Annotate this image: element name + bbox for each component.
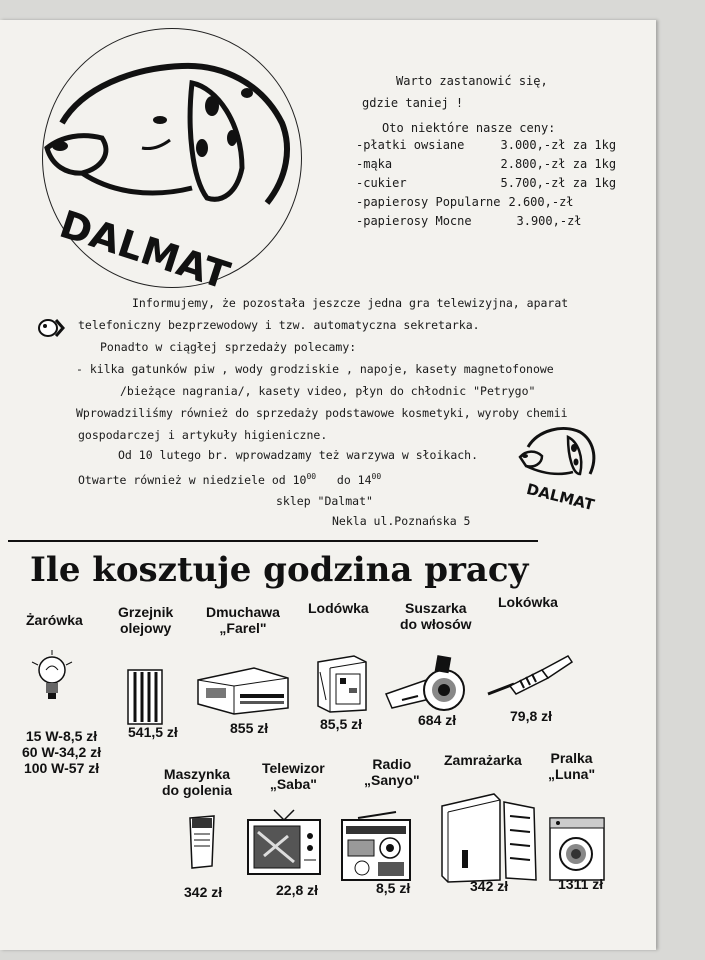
price-telewizor: 22,8 zł bbox=[276, 882, 319, 898]
headline-1: Warto zastanowić się, bbox=[396, 74, 548, 88]
opening-hours: Otwarte również w niedziele od $10^{00}$ do $14^{00}$ bbox=[78, 472, 382, 487]
section-divider bbox=[8, 540, 538, 542]
price-zarowka: 15 W-8,5 zł 60 W-34,2 zł 100 W-57 zł bbox=[22, 728, 102, 776]
label-pralka: Pralka „Luna" bbox=[548, 750, 596, 782]
curling-iron-icon bbox=[484, 650, 576, 700]
label-suszarka: Suszarka do włosów bbox=[400, 600, 472, 632]
price-maszynka: 342 zł bbox=[184, 884, 223, 900]
body-line-1: Informujemy, że pozostała jeszcze jedna gra telewizyjna, aparat bbox=[132, 296, 569, 310]
television-icon bbox=[244, 806, 326, 882]
shop-name: sklep "Dalmat" bbox=[276, 494, 373, 508]
light-bulb-icon bbox=[28, 648, 78, 708]
label-maszynka: Maszynka do golenia bbox=[162, 766, 232, 798]
shop-address: Nekla ul.Poznańska 5 bbox=[332, 514, 471, 528]
price-lokowka: 79,8 zł bbox=[510, 708, 553, 724]
price-list bbox=[356, 138, 616, 233]
list-item: -płatki owsiane 3.000,-zł za 1kg bbox=[356, 138, 617, 152]
small-dalmat-logo bbox=[518, 412, 608, 522]
label-lodowka: Lodówka bbox=[308, 600, 369, 616]
list-item: -cukier 5.700,-zł za 1kg bbox=[356, 176, 617, 190]
price-grzejnik: 541,5 zł bbox=[128, 724, 178, 740]
body-line-2: telefoniczny bezprzewodowy i tzw. automatyczna sekretarka. bbox=[78, 318, 480, 332]
price-pralka: 1311 zł bbox=[558, 876, 604, 892]
price-zamrazarka: 342 zł bbox=[470, 878, 509, 894]
electric-shaver-icon bbox=[184, 812, 220, 872]
body-line-6: Wprowadziliśmy również do sprzedaży podstawowe kosmetyki, wyroby chemii bbox=[76, 406, 568, 420]
body-line-8: Od 10 lutego br. wprowadzamy też warzywa w słoikach. bbox=[118, 448, 479, 462]
label-zarowka: Żarówka bbox=[26, 612, 83, 628]
scanned-page bbox=[0, 20, 656, 950]
body-line-7: gospodarczej i artykuły higieniczne. bbox=[78, 428, 328, 442]
fan-heater-icon bbox=[194, 664, 292, 716]
prices-intro: Oto niektóre nasze ceny: bbox=[382, 121, 556, 135]
hair-dryer-icon bbox=[382, 648, 472, 718]
article-title: Ile kosztuje godzina pracy bbox=[30, 550, 529, 590]
oil-heater-icon bbox=[126, 666, 166, 728]
radio-cassette-icon bbox=[338, 808, 414, 888]
price-dmuchawa: 855 zł bbox=[230, 720, 269, 736]
list-item: -papierosy Popularne 2.600,-zł bbox=[356, 195, 574, 209]
headline-2: gdzie taniej ! bbox=[362, 96, 464, 110]
list-item: -mąka 2.800,-zł za 1kg bbox=[356, 157, 617, 171]
label-radio: Radio „Sanyo" bbox=[364, 756, 420, 788]
body-line-4: - kilka gatunków piw , wody grodziskie , napoje, kasety magnetofonowe bbox=[76, 362, 554, 376]
label-dmuchawa: Dmuchawa „Farel" bbox=[206, 604, 280, 636]
body-line-3: Ponadto w ciągłej sprzedaży polecamy: bbox=[100, 340, 357, 354]
freezer-icon bbox=[438, 790, 542, 886]
price-lodowka: 85,5 zł bbox=[320, 716, 363, 732]
washing-machine-icon bbox=[546, 812, 610, 884]
fridge-icon bbox=[314, 652, 370, 714]
label-lokowka: Lokówka bbox=[498, 594, 558, 610]
body-line-5: /bieżące nagrania/, kasety video, płyn do chłodnic "Petrygo" bbox=[120, 384, 536, 398]
list-item: -papierosy Mocne 3.900,-zł bbox=[356, 214, 582, 228]
svg-text:DALMAT: DALMAT bbox=[524, 479, 597, 515]
dalmat-logo-text bbox=[40, 190, 300, 300]
label-zamrazarka: Zamrażarka bbox=[444, 752, 522, 768]
price-radio: 8,5 zł bbox=[376, 880, 411, 896]
label-grzejnik: Grzejnik olejowy bbox=[118, 604, 174, 636]
bullet-hand-icon bbox=[36, 316, 66, 340]
price-suszarka: 684 zł bbox=[418, 712, 457, 728]
svg-text:DALMAT: DALMAT bbox=[54, 201, 235, 298]
label-telewizor: Telewizor „Saba" bbox=[262, 760, 325, 792]
